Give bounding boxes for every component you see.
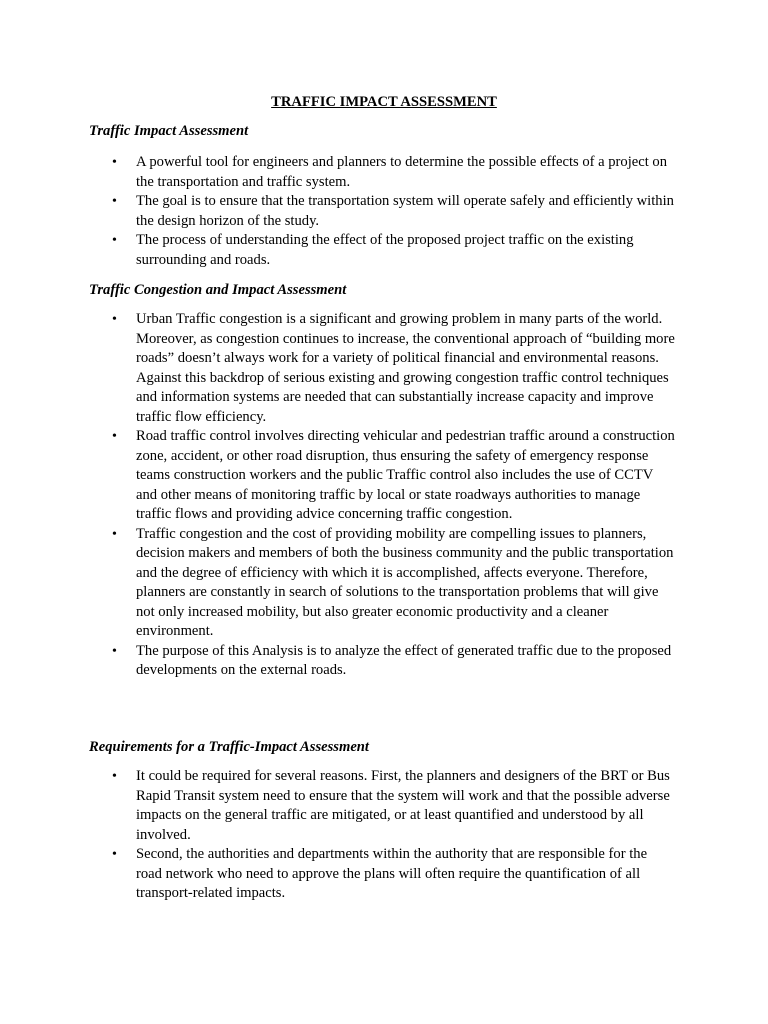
bullet-list-traffic-congestion <box>0 310 768 681</box>
bullet-text: Urban Traffic congestion is a significant and growing problem in many parts of the world. Moreover, as congestion continues to increase, the conventional approach of “building more roads” doesn’t always work for a variety of political financial and environmental reasons. Against this backdrop of serious existing and growing congestion traffic control techniques and information systems are needed that can substantially increase capacity and improve traffic flow efficiency. <box>136 311 675 425</box>
bullet-text: The goal is to ensure that the transportation system will operate safely and efficiently within the design horizon of the study. <box>136 193 674 229</box>
bullet-icon: • <box>112 312 117 327</box>
list-item <box>0 845 768 904</box>
bullet-icon: • <box>112 769 117 784</box>
bullet-text: Traffic congestion and the cost of providing mobility are compelling issues to planners, decision makers and members of both the business community and the public transportation and the degree of efficiency with which it is accomplished, affects everyone. Therefore, planners are constantly in search of solutions to the transportation problems that will give not only increased mobility, but also greater economic productivity and a cleaner environment. <box>136 525 674 639</box>
bullet-icon: • <box>112 429 117 444</box>
bullet-list-requirements <box>0 767 768 904</box>
bullet-icon: • <box>112 526 117 542</box>
document-title: TRAFFIC IMPACT ASSESSMENT <box>271 94 497 110</box>
bullet-text: Second, the authorities and departments within the authority that are responsible for the road network who need to approve the plans will often require the quantification of all transport-related impacts. <box>136 846 648 901</box>
bullet-text: The process of understanding the effect of the proposed project traffic on the existing surrounding and roads. <box>136 232 634 268</box>
bullet-text: The purpose of this Analysis is to analyze the effect of generated traffic due to the proposed developments on the external roads. <box>136 642 672 678</box>
list-item <box>0 153 768 192</box>
bullet-text: It could be required for several reasons. First, the planners and designers of the BRT or Bus Rapid Transit system need to ensure that the system will work and that the possible adverse impacts on the general traffic are mitigated, or at least quantified and understood by all involved. <box>136 768 670 843</box>
section-heading-traffic-congestion: Traffic Congestion and Impact Assessment <box>89 282 347 298</box>
list-item <box>0 642 768 681</box>
bullet-icon: • <box>112 194 117 209</box>
section-heading-requirements: Requirements for a Traffic-Impact Assessment <box>89 739 369 755</box>
bullet-icon: • <box>112 847 117 862</box>
list-item <box>0 192 768 231</box>
list-item <box>0 231 768 270</box>
bullet-icon: • <box>112 643 117 659</box>
list-item <box>0 767 768 845</box>
bullet-text: Road traffic control involves directing vehicular and pedestrian traffic around a construction zone, accident, or other road disruption, thus ensuring the safety of emergency response teams construction workers and the public Traffic control also includes the use of CCTV and other means of monitoring traffic by local or state roadways authorities to manage traffic flows and providing advice concerning traffic congestion. <box>136 428 675 522</box>
section-heading-traffic-impact-assessment: Traffic Impact Assessment <box>89 123 249 139</box>
bullet-icon: • <box>112 155 117 170</box>
bullet-list-traffic-impact-assessment <box>0 153 768 270</box>
list-item <box>0 525 768 642</box>
list-item <box>0 427 768 525</box>
bullet-icon: • <box>112 233 117 248</box>
list-item <box>0 310 768 427</box>
bullet-text: A powerful tool for engineers and planners to determine the possible effects of a project on the transportation and traffic system. <box>136 154 668 190</box>
